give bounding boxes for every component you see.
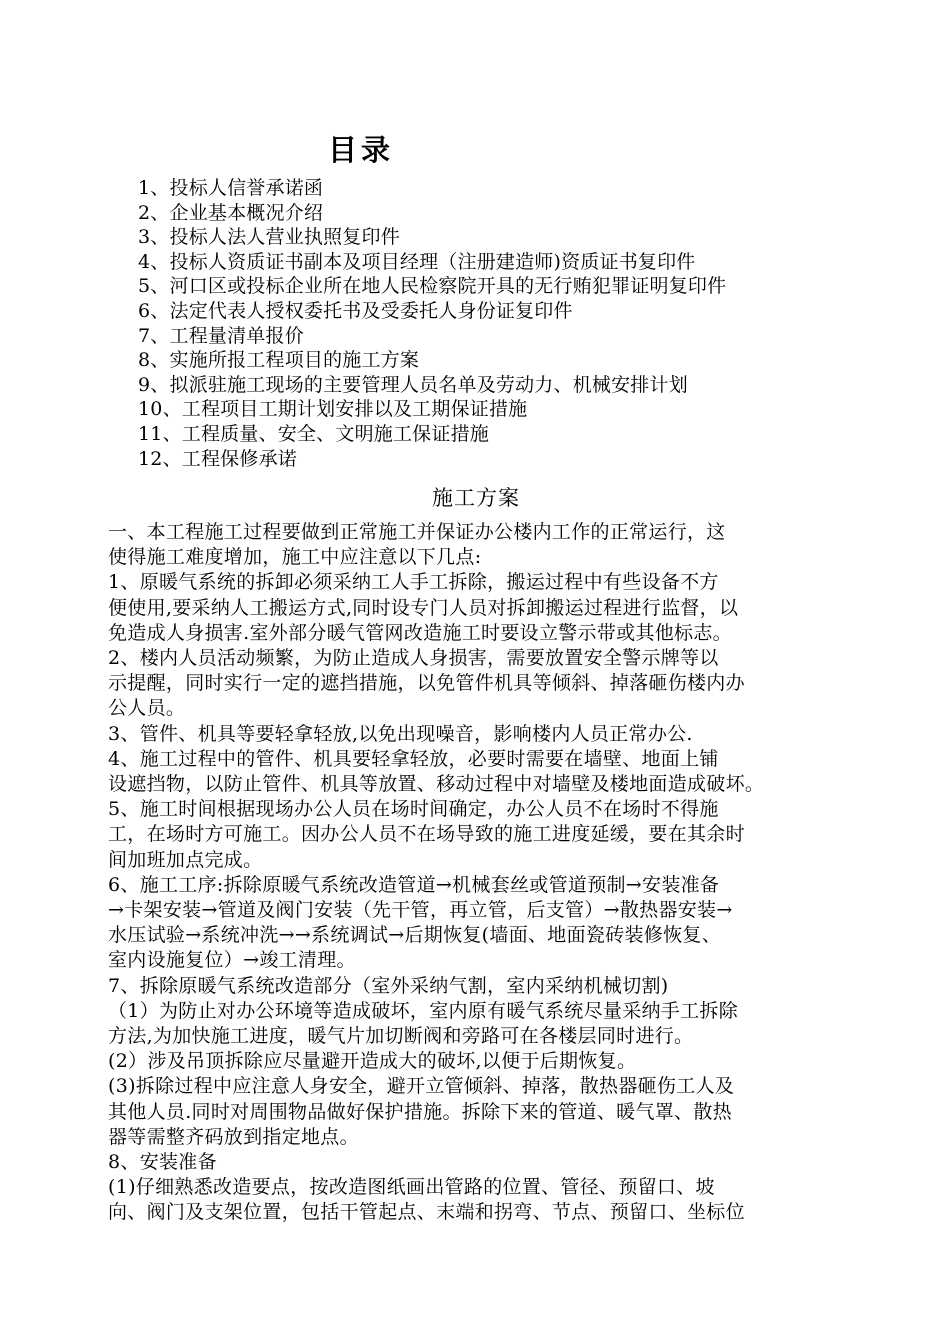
section-title: 施工方案 — [432, 486, 520, 510]
body-line: 2、楼内人员活动频繁，为防止造成人身损害，需要放置安全警示牌等以 — [108, 647, 719, 670]
body-line: 4、施工过程中的管件、机具要轻拿轻放，必要时需要在墙壁、地面上铺 — [108, 747, 719, 770]
body-line: 免造成人身损害.室外部分暖气管网改造施工时要设立警示带或其他标志。 — [108, 621, 732, 644]
toc-item: 4、投标人资质证书副本及项目经理（注册建造师)资质证书复印件 — [138, 250, 696, 273]
body-line: 5、施工时间根据现场办公人员在场时间确定，办公人员不在场时不得施 — [108, 798, 719, 821]
body-line: (3)拆除过程中应注意人身安全，避开立管倾斜、掉落，散热器砸伤工人及 — [108, 1075, 735, 1098]
body-line: 便使用,要采纳人工搬运方式,同时设专门人员对拆卸搬运过程进行监督，以 — [108, 596, 739, 619]
body-line: 室内设施复位）→竣工清理。 — [108, 949, 356, 972]
body-line: 8、安装准备 — [108, 1151, 217, 1174]
toc-item: 5、河口区或投标企业所在地人民检察院开具的无行贿犯罪证明复印件 — [138, 275, 727, 298]
toc-title: 目录 — [328, 133, 395, 167]
body-line: 方法,为加快施工进度，暖气片加切断阀和旁路可在各楼层同时进行。 — [108, 1025, 694, 1048]
toc-item: 6、法定代表人授权委托书及受委托人身份证复印件 — [138, 299, 573, 322]
body-line: 一、本工程施工过程要做到正常施工并保证办公楼内工作的正常运行，这 — [108, 521, 726, 543]
body-line: 其他人员.同时对周围物品做好保护措施。拆除下来的管道、暖气罩、散热 — [108, 1100, 732, 1123]
body-line: 公人员。 — [108, 697, 186, 720]
body-line: （1）为防止对办公环境等造成破坏，室内原有暖气系统尽量采纳手工拆除 — [108, 999, 738, 1022]
body-line: 向、阀门及支架位置，包括干管起点、末端和拐弯、节点、预留口、坐标位 — [108, 1201, 745, 1224]
body-line: 示提醒，同时实行一定的遮挡措施，以免管件机具等倾斜、掉落砸伤楼内办 — [108, 672, 745, 695]
toc-item: 1、投标人信誉承诺函 — [138, 177, 324, 199]
toc-item: 7、工程量清单报价 — [138, 324, 304, 347]
section-body — [108, 520, 863, 1226]
body-line: (2）涉及吊顶拆除应尽量避开造成大的破坏,以便于后期恢复。 — [108, 1050, 637, 1073]
body-line: 设遮挡物，以防止管件、机具等放置、移动过程中对墙壁及楼地面造成破坏。 — [108, 773, 765, 796]
body-line: 工，在场时方可施工。因办公人员不在场导致的施工进度延缓，要在其余时 — [108, 823, 745, 846]
body-line: 7、拆除原暖气系统改造部分（室外采纳气割，室内采纳机械切割) — [108, 974, 669, 997]
body-line: 6、施工工序:拆除原暖气系统改造管道→机械套丝或管道预制→安装准备 — [108, 873, 720, 896]
body-line: 3、管件、机具等要轻拿轻放,以免出现噪音，影响楼内人员正常办公. — [108, 722, 693, 745]
body-line: (1)仔细熟悉改造要点，按改造图纸画出管路的位置、管径、预留口、坡 — [108, 1176, 715, 1199]
toc-item: 3、投标人法人营业执照复印件 — [138, 226, 400, 249]
body-line: 器等需整齐码放到指定地点。 — [108, 1125, 359, 1148]
toc-item: 11、工程质量、安全、文明施工保证措施 — [138, 422, 489, 445]
body-line: 间加班加点完成。 — [108, 848, 263, 871]
body-line: 水压试验→系统冲洗→→系统调试→后期恢复(墙面、地面瓷砖装修恢复、 — [108, 924, 721, 947]
body-line: →卡架安装→管道及阀门安装（先干管，再立管，后支管）→散热器安装→ — [108, 899, 733, 922]
toc-item: 8、实施所报工程项目的施工方案 — [138, 349, 420, 372]
toc-item: 9、拟派驻施工现场的主要管理人员名单及劳动力、机械安排计划 — [138, 373, 688, 396]
toc-item: 12、工程保修承诺 — [138, 447, 297, 470]
toc-list — [138, 176, 858, 471]
body-line: 1、原暖气系统的拆卸必须采纳工人手工拆除，搬运过程中有些设备不方 — [108, 571, 719, 594]
toc-item: 2、企业基本概况介绍 — [138, 201, 324, 224]
body-line: 使得施工难度增加，施工中应注意以下几点: — [108, 546, 482, 569]
toc-item: 10、工程项目工期计划安排以及工期保证措施 — [138, 398, 528, 421]
